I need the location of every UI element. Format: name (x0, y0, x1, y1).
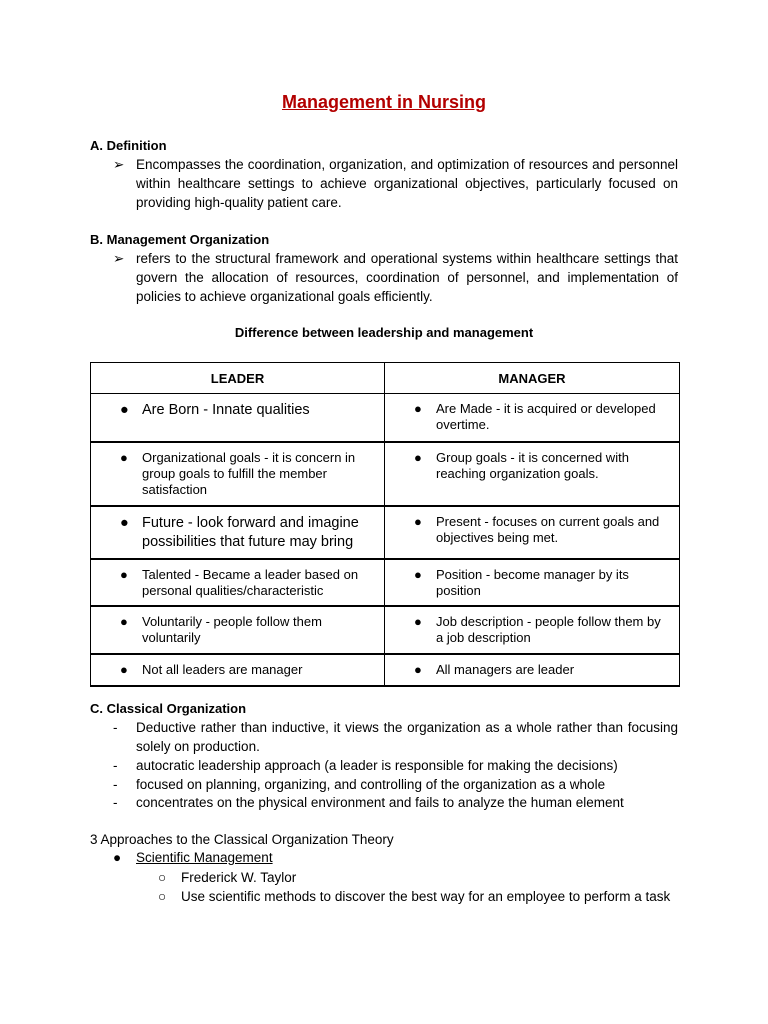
table-cell (91, 394, 385, 442)
dash-marker: - (113, 777, 118, 792)
list-item-text: concentrates on the physical environment and fails to analyze the human element (136, 795, 624, 810)
sub-item-text: Use scientific methods to discover the best way for an employee to perform a task (181, 889, 671, 904)
list-item-text: focused on planning, organizing, and controlling of the organization as a whole (136, 777, 606, 792)
list-item (113, 756, 678, 775)
sub-item-text: Frederick W. Taylor (181, 870, 297, 885)
table-row (91, 606, 680, 654)
manager-cell-text: All managers are leader (436, 661, 575, 677)
table-row (91, 506, 680, 559)
list-item-text: autocratic leadership approach (a leader is responsible for making the decisions) (136, 758, 618, 773)
leader-cell-text: Talented - Became a leader based on personal qualities/characteristic (142, 566, 359, 598)
header-leader: LEADER (91, 363, 385, 394)
table-header-row (91, 363, 680, 394)
table-cell (91, 654, 385, 686)
list-item (113, 793, 678, 812)
section-a-bullet (113, 155, 678, 212)
approaches-intro: 3 Approaches to the Classical Organization Theory (90, 832, 394, 847)
dash-marker: - (113, 720, 118, 735)
section-c-heading: C. Classical Organization (90, 701, 247, 716)
table-cell (91, 559, 385, 606)
table-cell (91, 606, 385, 654)
comparison-table (90, 362, 680, 687)
manager-cell-text: Present - focuses on current goals and objectives being met. (436, 513, 660, 545)
table-cell (385, 506, 680, 559)
bullet-icon: ● (414, 401, 422, 416)
table-cell (385, 606, 680, 654)
table-row (91, 559, 680, 606)
circle-bullet-icon: ○ (158, 870, 167, 885)
bullet-icon: ● (120, 566, 128, 582)
dash-marker: - (113, 795, 118, 810)
list-item (113, 775, 678, 794)
bullet-icon: ● (120, 613, 128, 629)
page-title: Management in Nursing (281, 92, 487, 112)
manager-cell-text: Position - become manager by its position (436, 566, 629, 598)
section-b-bullet (113, 249, 678, 306)
table-cell (385, 654, 680, 686)
table-cell (91, 442, 385, 506)
bullet-icon: ● (414, 613, 422, 629)
bullet-icon: ● (414, 566, 422, 582)
circle-bullet-icon: ○ (158, 889, 167, 904)
leader-cell-text: Are Born - Innate qualities (142, 402, 310, 418)
manager-cell-text: Group goals - it is concerned with reaching organization goals. (436, 449, 629, 481)
list-item (113, 718, 678, 756)
leader-cell-text: Organizational goals - it is concern in group goals to fulfill the member satisfaction (142, 449, 356, 497)
arrow-bullet-icon: ➢ (113, 251, 125, 266)
bullet-icon: ● (120, 514, 129, 531)
list-item (113, 850, 273, 865)
approach-name: Scientific Management (136, 850, 273, 865)
manager-cell-text: Are Made - it is acquired or developed overtime. (436, 401, 656, 432)
manager-cell-text: Job description - people follow them by a job description (436, 613, 661, 645)
bullet-icon: ● (120, 402, 129, 418)
bullet-icon: ● (414, 661, 422, 677)
bullet-icon: ● (120, 449, 128, 465)
table-cell (385, 442, 680, 506)
table-cell (385, 559, 680, 606)
table-row (91, 442, 680, 506)
list-item-text: Deductive rather than inductive, it views the organization as a whole rather than focusing solely on production. (136, 720, 678, 754)
list-item (158, 868, 678, 887)
section-a-text: Encompasses the coordination, organization, and optimization of resources and personnel within healthcare settings to achieve organizational objectives, particularly focused on providing high-quality patient care. (136, 157, 678, 210)
list-item (158, 887, 678, 906)
arrow-bullet-icon: ➢ (113, 157, 125, 172)
table-row (91, 654, 680, 686)
leader-cell-text: Future - look forward and imagine possibilities that future may bring (142, 514, 359, 550)
header-manager: MANAGER (385, 363, 680, 394)
bullet-icon: ● (414, 449, 422, 465)
section-b-text: refers to the structural framework and operational systems within healthcare settings that govern the allocation of resources, coordination of personnel, and implementation of policies to achieve organizational goals efficiently. (136, 251, 678, 304)
dash-marker: - (113, 758, 118, 773)
section-a-heading: A. Definition (90, 138, 167, 153)
table-row (91, 394, 680, 442)
table-cell (91, 506, 385, 559)
leader-cell-text: Voluntarily - people follow them voluntarily (142, 613, 322, 645)
bullet-icon: ● (120, 661, 128, 677)
bullet-icon: ● (113, 850, 122, 865)
leader-cell-text: Not all leaders are manager (142, 661, 303, 677)
bullet-icon: ● (414, 513, 422, 529)
section-b-heading: B. Management Organization (90, 232, 270, 247)
table-cell (385, 394, 680, 442)
table-caption: Difference between leadership and management (234, 325, 534, 340)
